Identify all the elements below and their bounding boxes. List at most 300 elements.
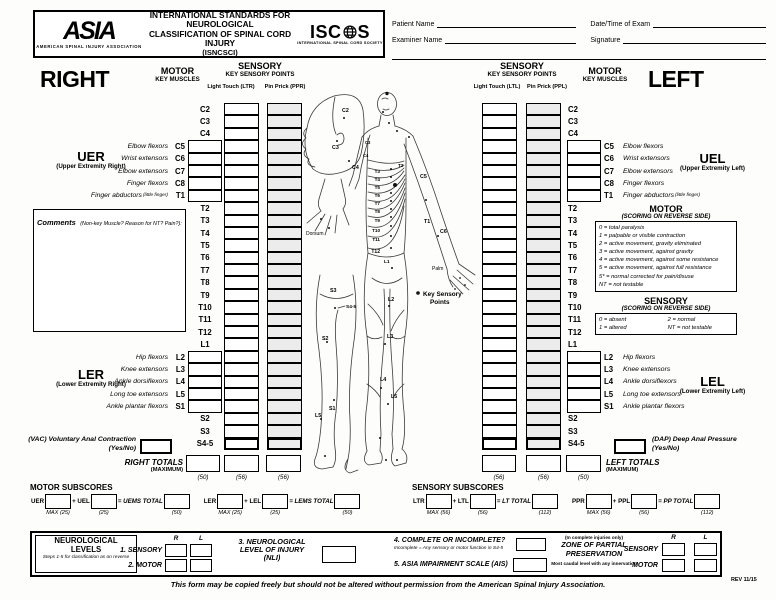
box-right-L2-motor[interactable]: [188, 351, 222, 363]
box-right-C7-motor[interactable]: [188, 165, 222, 177]
nli-box[interactable]: [322, 546, 356, 563]
level-row-right-L4: [30, 376, 302, 388]
box-left-L5-motor[interactable]: [567, 388, 601, 400]
box-left-T6-light-touch[interactable]: [482, 252, 517, 264]
muscle-name: Finger abductors: [90, 192, 142, 200]
muscle-label: [620, 180, 770, 187]
dap-box[interactable]: [614, 439, 646, 454]
subscore-box-wrap: [164, 494, 190, 516]
box-right-L5-motor[interactable]: [188, 388, 222, 400]
level-row-right-L3: [30, 363, 302, 375]
zpp-sensory-r-box[interactable]: [662, 543, 685, 556]
left-total-light-touch-box[interactable]: [482, 455, 516, 472]
level-row-left-C3: [482, 115, 770, 127]
motor-cell: [566, 388, 602, 400]
box-left-T8-light-touch[interactable]: [482, 276, 517, 288]
sensory-scoring-line: 1 = altered: [599, 324, 627, 331]
box-left-C2-light-touch[interactable]: [482, 103, 517, 115]
subscore-group: [30, 494, 190, 516]
motor-cell: C4: [568, 129, 578, 139]
box-left-C4-pin-prick[interactable]: [526, 128, 561, 140]
muscle-label: [30, 168, 171, 175]
box-left-L3-pin-prick[interactable]: [526, 363, 561, 375]
level-label: L2: [175, 352, 185, 362]
zpp-motor-r-box[interactable]: [662, 559, 685, 572]
level-label: L3: [175, 364, 185, 374]
box-right-L2-light-touch[interactable]: [224, 351, 259, 363]
box-left-L3-light-touch[interactable]: [482, 363, 517, 375]
level-label: S1: [604, 402, 614, 412]
box-right-S4-5-light-touch[interactable]: [224, 438, 259, 450]
sensory-scoring-line: 2 = normal: [667, 316, 696, 323]
box-right-T8-light-touch[interactable]: [224, 276, 259, 288]
box-left-L2-motor[interactable]: [567, 351, 601, 363]
body-diagram: [292, 82, 482, 486]
subscore-box-wrap: [217, 494, 243, 516]
box-left-L1-pin-prick[interactable]: [526, 338, 561, 350]
signature-field: [590, 34, 766, 44]
level-row-left-C5: [482, 140, 770, 152]
box-left-T11-light-touch[interactable]: [482, 314, 517, 326]
muscle-label: [620, 366, 770, 373]
box-left-T1-motor[interactable]: [567, 190, 601, 202]
box-left-T1-pin-prick[interactable]: [526, 190, 561, 202]
level-label: L4: [604, 377, 614, 387]
motor-cell: T5: [568, 240, 578, 250]
box-left-C6-light-touch[interactable]: [482, 153, 517, 165]
sensory-scoring-title: SENSORY: [644, 295, 688, 306]
motor-cell: T11: [198, 315, 212, 325]
motor-cell: S4-5: [568, 439, 585, 449]
level-row-left-S1: [482, 400, 770, 412]
left-totals-label: LEFT TOTALS (MAXIMUM): [606, 458, 660, 473]
box-left-C3-light-touch[interactable]: [482, 115, 517, 127]
zpp-note: (In complete injuries only): [564, 535, 624, 540]
dermatome-label-points: Points: [430, 299, 450, 306]
box-left-C7-pin-prick[interactable]: [526, 165, 561, 177]
muscle-name: Knee extensors: [120, 365, 168, 373]
comments-box[interactable]: [33, 209, 186, 332]
box-left-C6-pin-prick[interactable]: [526, 153, 561, 165]
dermatome-label-t2: T2: [398, 163, 404, 168]
subscore-label-uer: UER: [31, 498, 45, 505]
uel-label: UEL (Upper Extremity Left): [680, 151, 745, 173]
examiner-name-label: Examiner Name: [392, 37, 443, 44]
motor-scoring-key: [595, 221, 737, 292]
vac-box[interactable]: [140, 439, 172, 454]
box-right-L5-light-touch[interactable]: [224, 388, 259, 400]
box-left-C7-motor[interactable]: [567, 165, 601, 177]
iscos-logo: [297, 23, 383, 46]
motor-cell: T7: [568, 265, 578, 275]
motor-cell: T6: [568, 253, 578, 263]
box-left-S1-light-touch[interactable]: [482, 400, 517, 412]
subscore-label-ltr: LTR: [413, 498, 425, 505]
motor-cell: L1: [568, 340, 578, 350]
subscore-max-label: (112): [538, 510, 552, 516]
box-right-T1-light-touch[interactable]: [224, 190, 259, 202]
left-motor-header: MOTOR KEY MUSCLES: [582, 66, 628, 83]
level-row-left-L4: [482, 376, 770, 388]
form-title-line2: CLASSIFICATION OF SPINAL CORD INJURY: [148, 28, 292, 49]
subscore-box-uer[interactable]: [45, 494, 71, 509]
motor-cell: [187, 165, 223, 177]
muscle-label: [620, 403, 770, 410]
nl-sensory-label: 1. SENSORY: [120, 547, 162, 554]
box-left-T9-light-touch[interactable]: [482, 289, 517, 301]
motor-cell: [566, 376, 602, 388]
dermatome-label-l4: L4: [380, 377, 387, 383]
box-left-S2-light-touch[interactable]: [482, 413, 517, 425]
subscore-label-lt-total: = LT TOTAL: [496, 498, 531, 505]
box-right-T6-light-touch[interactable]: [224, 252, 259, 264]
nl-motor-r-box[interactable]: [165, 559, 187, 572]
level-row-left-C8: [482, 177, 770, 189]
level-row-left-L2: [482, 351, 770, 363]
box-left-T11-pin-prick[interactable]: [526, 314, 561, 326]
subscore-group: [412, 494, 558, 516]
muscle-label: [620, 155, 770, 162]
muscle-name: Knee extensors: [623, 365, 671, 373]
box-left-S3-light-touch[interactable]: [482, 425, 517, 437]
subscore-box-ppl[interactable]: [631, 494, 657, 509]
motor-cell: S2: [200, 414, 210, 424]
nl-sensory-r-box[interactable]: [165, 544, 187, 557]
form-title: [143, 11, 297, 58]
box-right-T1-motor[interactable]: [188, 190, 222, 202]
motor-subscores-title: MOTOR SUBSCORES: [30, 483, 113, 492]
box-right-S3-light-touch[interactable]: [224, 425, 259, 437]
sensory-subscores: [412, 483, 772, 516]
box-left-S1-motor[interactable]: [567, 400, 601, 412]
level-row-right-L2: [30, 351, 302, 363]
box-left-L2-pin-prick[interactable]: [526, 351, 561, 363]
box-left-L2-light-touch[interactable]: [482, 351, 517, 363]
motor-cell: C2: [568, 104, 578, 114]
subscore-box-wrap: [631, 494, 657, 516]
level-row-right-C2: [30, 103, 302, 115]
nli-label: 3. NEUROLOGICAL LEVEL OF INJURY (NLI): [238, 537, 306, 562]
muscle-note: (little finger): [142, 193, 168, 199]
dermatome-label-t10: T10: [372, 228, 380, 233]
muscle-label: [620, 391, 770, 398]
subscore-max-label: (112): [700, 510, 714, 516]
box-left-L5-pin-prick[interactable]: [526, 388, 561, 400]
box-left-C6-motor[interactable]: [567, 153, 601, 165]
right-total-motor-box[interactable]: [186, 455, 220, 472]
subscore-box-ltl[interactable]: [470, 494, 496, 509]
right-total-max-pp: (56): [277, 474, 289, 481]
nl-motor-label: 2. MOTOR: [128, 562, 162, 569]
motor-cell: [187, 153, 223, 165]
box-left-T6-pin-prick[interactable]: [526, 252, 561, 264]
zpp-motor-label: MOTOR: [632, 562, 658, 569]
dermatome-label-l1: L1: [384, 260, 390, 265]
muscle-name: Ankle plantar flexors: [623, 403, 685, 411]
box-left-T8-pin-prick[interactable]: [526, 276, 561, 288]
level-row-right-C3: [30, 115, 302, 127]
exam-datetime-input[interactable]: [653, 18, 766, 28]
zpp-col-l-header: L: [703, 534, 708, 541]
level-label: C7: [604, 166, 614, 176]
box-left-S3-pin-prick[interactable]: [526, 425, 561, 437]
box-right-T7-light-touch[interactable]: [224, 264, 259, 276]
nl-col-l-header: L: [199, 535, 203, 542]
subscore-label-lel: + LEL: [244, 498, 262, 505]
box-left-T10-pin-prick[interactable]: [526, 301, 561, 313]
level-row-left-L5: [482, 388, 770, 400]
subscore-box-wrap: [470, 494, 496, 516]
subscore-box-wrap: [694, 494, 720, 516]
box-left-L3-motor[interactable]: [567, 363, 601, 375]
muscle-name: Finger flexors: [623, 180, 665, 188]
dap-label: (DAP) Deep Anal Pressure (Yes/No): [652, 436, 737, 452]
motor-cell: [187, 388, 223, 400]
box-left-C8-motor[interactable]: [567, 177, 601, 189]
subscore-box-ltr[interactable]: [426, 494, 452, 509]
signature-input[interactable]: [623, 34, 766, 44]
level-label: C5: [175, 141, 185, 151]
left-side-title: LEFT: [648, 66, 704, 92]
muscle-name: Finger abductors: [623, 192, 675, 200]
level-label: L5: [604, 389, 614, 399]
box-right-S1-light-touch[interactable]: [224, 400, 259, 412]
subscore-box-ppr[interactable]: [586, 494, 612, 509]
zpp-title-line1: ZONE OF PARTIAL: [561, 540, 627, 549]
box-right-T5-light-touch[interactable]: [224, 239, 259, 251]
motor-cell: T10: [568, 302, 582, 312]
sensory-scoring-line: 0 = absent: [599, 316, 627, 323]
zpp-sensory-l-box[interactable]: [694, 543, 717, 556]
motor-subscores: [30, 483, 410, 516]
box-left-S4-5-pin-prick[interactable]: [526, 438, 561, 450]
box-right-C7-light-touch[interactable]: [224, 165, 259, 177]
right-total-light-touch-box[interactable]: [224, 455, 259, 472]
neurological-levels-box: NEUROLOGICAL LEVELS Steps 1-5 for classification as on reverse: [35, 535, 137, 573]
scoring-keys: [595, 204, 737, 335]
level-row-left-S2: [482, 413, 770, 425]
examiner-name-input[interactable]: [445, 34, 576, 44]
level-row-left-C7: [482, 165, 770, 177]
subscore-box-uems-total[interactable]: [164, 494, 190, 509]
box-left-S1-pin-prick[interactable]: [526, 400, 561, 412]
muscle-name: Ankle dorsiflexors: [623, 378, 677, 386]
subscore-box-uel[interactable]: [91, 494, 117, 509]
subscore-label-ler: LER: [203, 498, 217, 505]
ais-box[interactable]: [513, 558, 547, 572]
subscore-max-label: MAX (25): [218, 510, 242, 516]
box-left-C5-pin-prick[interactable]: [526, 140, 561, 152]
left-total-motor-box[interactable]: [566, 455, 601, 472]
muscle-label: [620, 192, 770, 199]
motor-scoring-line: 4 = active movement, against some resistance: [599, 257, 719, 264]
box-right-T9-light-touch[interactable]: [224, 289, 259, 301]
muscle-label: [30, 143, 171, 150]
dermatome-label-c5: C5: [420, 174, 427, 180]
box-right-C6-light-touch[interactable]: [224, 153, 259, 165]
level-label: C5: [604, 141, 614, 151]
box-left-L4-pin-prick[interactable]: [526, 376, 561, 388]
motor-cell: T9: [568, 290, 578, 300]
iscos-logo-text-left: ISC: [309, 21, 342, 42]
box-right-L3-motor[interactable]: [188, 363, 222, 375]
box-left-C4-light-touch[interactable]: [482, 128, 517, 140]
dermatome-label-l5: L5: [315, 413, 322, 419]
examiner-name-field: [392, 34, 576, 44]
nl-motor-l-box[interactable]: [190, 559, 212, 572]
right-totals-label: RIGHT TOTALS (MAXIMUM): [124, 458, 183, 473]
form-title-line1: INTERNATIONAL STANDARDS FOR NEUROLOGICAL: [149, 9, 291, 30]
subscore-box-lel[interactable]: [262, 494, 288, 509]
box-right-T2-light-touch[interactable]: [224, 202, 259, 214]
box-left-T3-pin-prick[interactable]: [526, 215, 561, 227]
box-right-C8-light-touch[interactable]: [224, 177, 259, 189]
box-left-S2-pin-prick[interactable]: [526, 413, 561, 425]
level-label: L4: [175, 377, 185, 387]
motor-scoring-line: 1 = palpable or visible contraction: [599, 233, 686, 240]
dermatome-label-palm: Palm: [432, 266, 444, 272]
box-right-C4-light-touch[interactable]: [224, 128, 259, 140]
box-right-L4-light-touch[interactable]: [224, 376, 259, 388]
box-left-T12-pin-prick[interactable]: [526, 326, 561, 338]
motor-cell: T3: [200, 216, 210, 226]
subscore-box-lems-total[interactable]: [334, 494, 360, 509]
box-left-T4-pin-prick[interactable]: [526, 227, 561, 239]
subscore-box-wrap: [262, 494, 288, 516]
box-right-S1-motor[interactable]: [188, 400, 222, 412]
iscos-logo-text-right: S: [357, 21, 371, 42]
muscle-label: [620, 354, 770, 361]
box-right-T11-light-touch[interactable]: [224, 314, 259, 326]
level-row-right-C8: [30, 177, 302, 189]
box-left-C5-light-touch[interactable]: [482, 140, 517, 152]
box-right-T10-light-touch[interactable]: [224, 301, 259, 313]
subscore-box-pp-total[interactable]: [694, 494, 720, 509]
dermatome-label-key-sensory: Key Sensory: [423, 291, 462, 298]
motor-cell: S3: [568, 426, 578, 436]
box-right-C6-motor[interactable]: [188, 153, 222, 165]
header-logo-box: [33, 10, 385, 58]
dermatome-label-s4-5: S4-5: [346, 305, 357, 310]
comments-hint: (Non-key Muscle? Reason for NT? Pain?):: [80, 221, 182, 227]
box-right-C8-motor[interactable]: [188, 177, 222, 189]
zpp-subtitle: Most caudal level with any innervation: [551, 561, 637, 566]
dermatome-label-s3: S3: [330, 288, 337, 294]
motor-cell: T3: [568, 216, 578, 226]
ppr-column-label: Pin Prick (PPR): [264, 84, 306, 90]
box-right-L3-light-touch[interactable]: [224, 363, 259, 375]
patient-name-input[interactable]: [437, 18, 576, 28]
box-left-T5-light-touch[interactable]: [482, 239, 517, 251]
box-left-L1-light-touch[interactable]: [482, 338, 517, 350]
box-left-C5-motor[interactable]: [567, 140, 601, 152]
sensory-scoring-line: NT = not testable: [667, 324, 712, 331]
subscore-label-pp-total: = PP TOTAL: [658, 498, 694, 505]
dermatome-label-c3: C3: [365, 140, 371, 145]
box-right-L4-motor[interactable]: [188, 376, 222, 388]
motor-cell: [566, 140, 602, 152]
level-row-right-T1: [30, 190, 302, 202]
box-right-C3-light-touch[interactable]: [224, 115, 259, 127]
box-left-S4-5-light-touch[interactable]: [482, 438, 517, 450]
box-left-C8-light-touch[interactable]: [482, 177, 517, 189]
box-left-C3-pin-prick[interactable]: [526, 115, 561, 127]
box-left-C7-light-touch[interactable]: [482, 165, 517, 177]
box-left-T5-pin-prick[interactable]: [526, 239, 561, 251]
level-row-left-C6: [482, 153, 770, 165]
box-left-T1-light-touch[interactable]: [482, 190, 517, 202]
muscle-name: Elbow flexors: [623, 142, 664, 150]
dermatome-label-t5: T5: [374, 185, 380, 190]
motor-cell: T10: [198, 302, 212, 312]
muscle-name: Ankle plantar flexors: [106, 403, 168, 411]
nl-sensory-l-box[interactable]: [190, 544, 212, 557]
box-right-L1-light-touch[interactable]: [224, 338, 259, 350]
box-left-T3-light-touch[interactable]: [482, 215, 517, 227]
box-left-C2-pin-prick[interactable]: [526, 103, 561, 115]
dermatome-label-l3: L3: [387, 334, 394, 340]
classification-band: [30, 531, 722, 577]
lel-label: LEL (Lower Extremity Left): [679, 374, 746, 396]
box-left-L5-light-touch[interactable]: [482, 388, 517, 400]
box-right-C5-light-touch[interactable]: [224, 140, 259, 152]
motor-cell: T4: [568, 228, 578, 238]
box-left-T4-light-touch[interactable]: [482, 227, 517, 239]
motor-cell: C2: [200, 104, 210, 114]
box-right-T4-light-touch[interactable]: [224, 227, 259, 239]
level-label: L5: [175, 389, 185, 399]
box-left-T2-pin-prick[interactable]: [526, 202, 561, 214]
vac-label: (VAC) Voluntary Anal Contraction (Yes/No): [28, 436, 136, 452]
muscle-label: [30, 354, 171, 361]
subscore-max-label: (56): [639, 510, 650, 516]
subscore-box-ler[interactable]: [217, 494, 243, 509]
motor-cell: S3: [200, 426, 210, 436]
box-left-T7-light-touch[interactable]: [482, 264, 517, 276]
ppl-column-label: Pin Prick (PPL): [526, 84, 568, 90]
box-left-L4-motor[interactable]: [567, 376, 601, 388]
box-left-T10-light-touch[interactable]: [482, 301, 517, 313]
muscle-name: Finger flexors: [126, 180, 168, 188]
zpp-motor-l-box[interactable]: [694, 559, 717, 572]
subscore-box-lt-total[interactable]: [532, 494, 558, 509]
box-right-S2-light-touch[interactable]: [224, 413, 259, 425]
box-left-T7-pin-prick[interactable]: [526, 264, 561, 276]
box-left-T9-pin-prick[interactable]: [526, 289, 561, 301]
box-right-T12-light-touch[interactable]: [224, 326, 259, 338]
right-total-pin-prick-box[interactable]: [266, 455, 301, 472]
box-left-T2-light-touch[interactable]: [482, 202, 517, 214]
motor-cell: [566, 400, 602, 412]
left-total-pin-prick-box[interactable]: [526, 455, 561, 472]
box-left-C8-pin-prick[interactable]: [526, 177, 561, 189]
box-left-L4-light-touch[interactable]: [482, 376, 517, 388]
muscle-name: Ankle dorsiflexors: [114, 378, 168, 386]
dermatome-label-t7: T7: [374, 201, 380, 206]
box-right-C5-motor[interactable]: [188, 140, 222, 152]
muscle-label: [30, 180, 171, 187]
box-left-T12-light-touch[interactable]: [482, 326, 517, 338]
motor-cell: T4: [200, 228, 210, 238]
level-row-right-C7: [30, 165, 302, 177]
box-right-C2-light-touch[interactable]: [224, 103, 259, 115]
ais-label: 5. ASIA IMPAIRMENT SCALE (AIS): [394, 561, 508, 568]
box-right-T3-light-touch[interactable]: [224, 215, 259, 227]
motor-cell: T8: [200, 278, 210, 288]
motor-cell: C3: [568, 117, 578, 127]
level-row-right-L5: [30, 388, 302, 400]
motor-scoring-title: MOTOR: [649, 204, 683, 214]
